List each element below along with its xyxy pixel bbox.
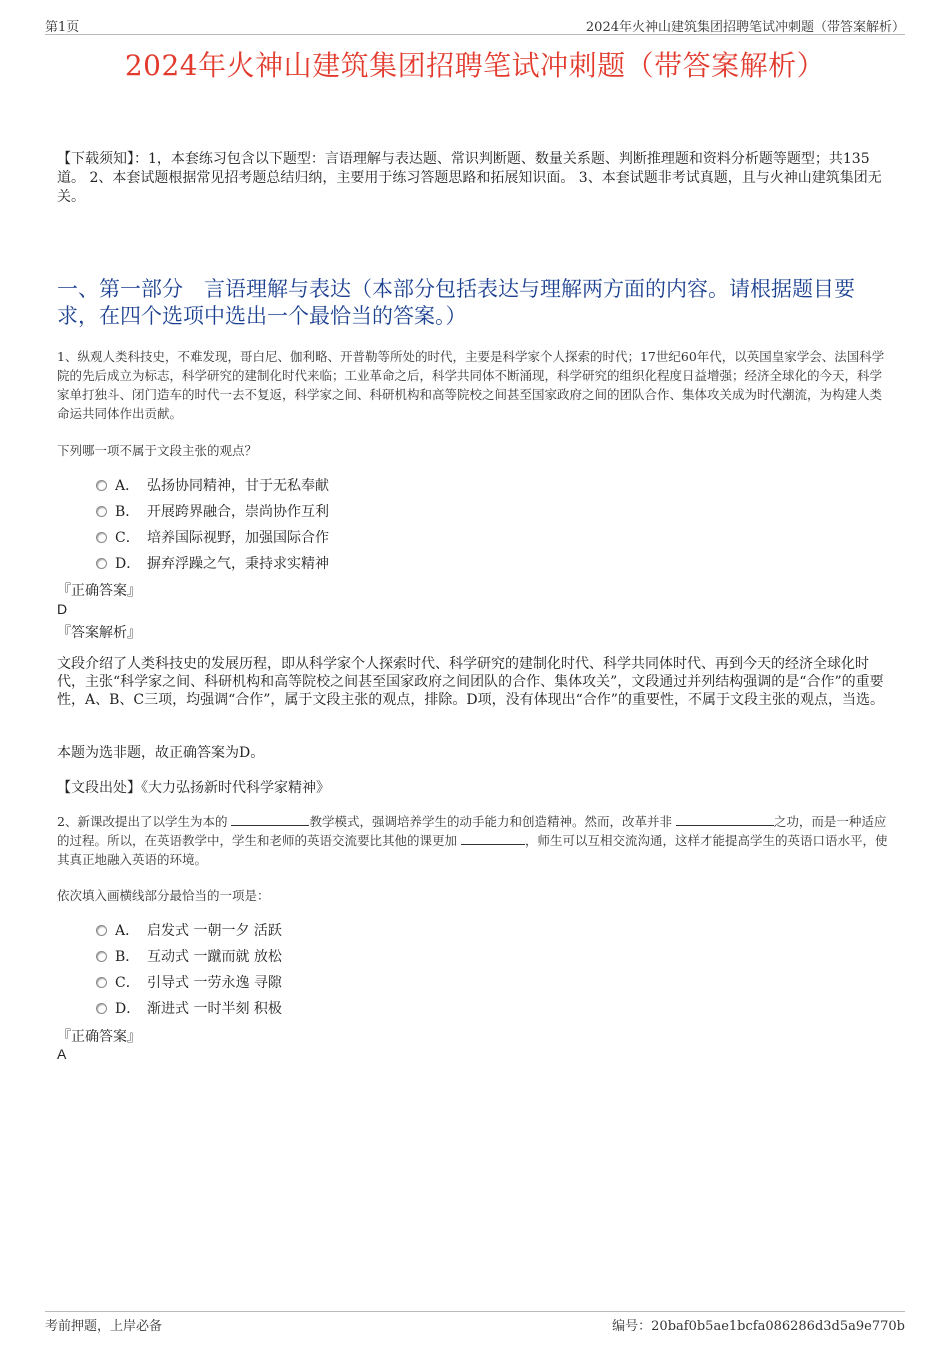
option-text: 渐进式 一时半刻 积极 — [147, 1001, 282, 1017]
option-key: D． — [115, 556, 141, 572]
fill-blank — [676, 812, 774, 826]
radio-icon[interactable] — [96, 506, 107, 517]
radio-icon[interactable] — [96, 558, 107, 569]
text-part: 2、新课改提出了以学生为本的 — [57, 814, 232, 829]
text-part: 之功，而是一种适应的过程。所以，在英语教学中，学生和老师的英语交流要比其他的课更加 — [57, 814, 887, 848]
answer-analysis: 文段介绍了人类科技史的发展历程，即从科学家个人探索时代、科学研究的建制化时代、科学共同体时代、再到今天的经济全球化时代，主张“科学家之间、科研机构和高等院校之间甚至国家政府之间团队的合作、集体攻关”，文段通过并列结构强调的是“合作”的重要性，A、B、C三项，均强调“合作”，属于文段主张的观点，排除。D项，没有体现出“合作”的重要性，不属于文段主张的观点，当选。 — [57, 656, 884, 708]
option-c[interactable] — [96, 970, 282, 996]
question-2-prompt: 依次填入画横线部分最恰当的一项是： — [57, 888, 270, 903]
question-1-prompt: 下列哪一项不属于文段主张的观点？ — [57, 443, 258, 458]
question-1-options — [96, 473, 329, 577]
fill-blank — [461, 831, 525, 845]
answer-conclusion: 本题为选非题，故正确答案为D。 — [57, 745, 265, 761]
fill-blank — [231, 812, 309, 826]
header-doc-title: 2024年火神山建筑集团招聘笔试冲刺题（带答案解析） — [585, 20, 905, 35]
option-text: 弘扬协同精神，甘于无私奉献 — [147, 478, 329, 494]
option-text: 互动式 一蹴而就 放松 — [147, 949, 282, 965]
page-footer — [45, 1311, 905, 1332]
option-c[interactable] — [96, 525, 329, 551]
analysis-label: 『答案解析』 — [57, 625, 141, 641]
radio-icon[interactable] — [96, 925, 107, 936]
question-1-text: 1、纵观人类科技史，不难发现，哥白尼、伽利略、开普勒等所处的时代，主要是科学家个人探索的时代；17世纪60年代，以英国皇家学会、法国科学院的先后成立为标志，科学研究的建制化时代来临；工业革命之后，科学共同体不断涌现，科学研究的组织化程度日益增强；经济全球化的今天，科学家单打独斗、闭门造车的时代一去不复返，科学家之间、科研机构和高等院校之间甚至国家政府之间的团队合作、集体攻关成为时代潮流，为构建人类命运共同体作出贡献。 — [57, 349, 885, 421]
option-a[interactable] — [96, 473, 329, 499]
question-2-text — [57, 812, 893, 869]
option-key: A． — [115, 923, 140, 939]
answer-label: 『正确答案』 — [57, 1029, 141, 1045]
document-id: 编号：20baf0b5ae1bcfa086286d3d5a9e770b — [612, 1319, 905, 1334]
option-text: 启发式 一朝一夕 活跃 — [147, 923, 282, 939]
page-title: 2024年火神山建筑集团招聘笔试冲刺题（带答案解析） — [124, 49, 826, 82]
option-d[interactable] — [96, 551, 329, 577]
footer-slogan: 考前押题，上岸必备 — [45, 1319, 163, 1334]
radio-icon[interactable] — [96, 532, 107, 543]
radio-icon[interactable] — [96, 977, 107, 988]
radio-icon[interactable] — [96, 480, 107, 491]
option-text: 培养国际视野，加强国际合作 — [147, 530, 329, 546]
page-number: 第1页 — [45, 20, 80, 35]
correct-answer: D — [57, 601, 68, 617]
option-text: 摒弃浮躁之气，秉持求实精神 — [147, 556, 329, 572]
radio-icon[interactable] — [96, 951, 107, 962]
option-b[interactable] — [96, 944, 282, 970]
section-heading: 一、第一部分 言语理解与表达（本部分包括表达与理解两方面的内容。请根据题目要求，在四个选项中选出一个最恰当的答案。） — [57, 277, 855, 328]
answer-label: 『正确答案』 — [57, 583, 141, 599]
option-a[interactable] — [96, 918, 282, 944]
page-header — [45, 16, 905, 35]
text-part: 教学模式，强调培养学生的动手能力和创造精神。然而，改革并非 — [309, 814, 676, 829]
option-key: A． — [115, 478, 140, 494]
download-notice: 【下载须知】：1，本套练习包含以下题型：言语理解与表达题、常识判断题、数量关系题、判断推理题和资料分析题等题型；共135道。 2、本套试题根据常见招考题总结归纳，主要用于练习答题思路和拓展知识面。 3、本套试题非考试真题，且与火神山建筑集团无关。 — [57, 151, 882, 205]
correct-answer: A — [57, 1046, 67, 1062]
option-b[interactable] — [96, 499, 329, 525]
option-text: 开展跨界融合，崇尚协作互利 — [147, 504, 329, 520]
option-key: D． — [115, 1001, 141, 1017]
option-key: B． — [115, 949, 140, 965]
text-part: ，师生可以互相交流沟通，这样才能提高学生的英语口语水平，使其真正地融入英语的环境。 — [57, 833, 888, 867]
radio-icon[interactable] — [96, 1003, 107, 1014]
option-key: B． — [115, 504, 140, 520]
option-key: C． — [115, 975, 140, 991]
option-d[interactable] — [96, 996, 282, 1022]
option-key: C． — [115, 530, 140, 546]
question-2-options — [96, 918, 282, 1022]
passage-source: 【文段出处】《大力弘扬新时代科学家精神》 — [57, 780, 330, 796]
option-text: 引导式 一劳永逸 寻隙 — [147, 975, 282, 991]
